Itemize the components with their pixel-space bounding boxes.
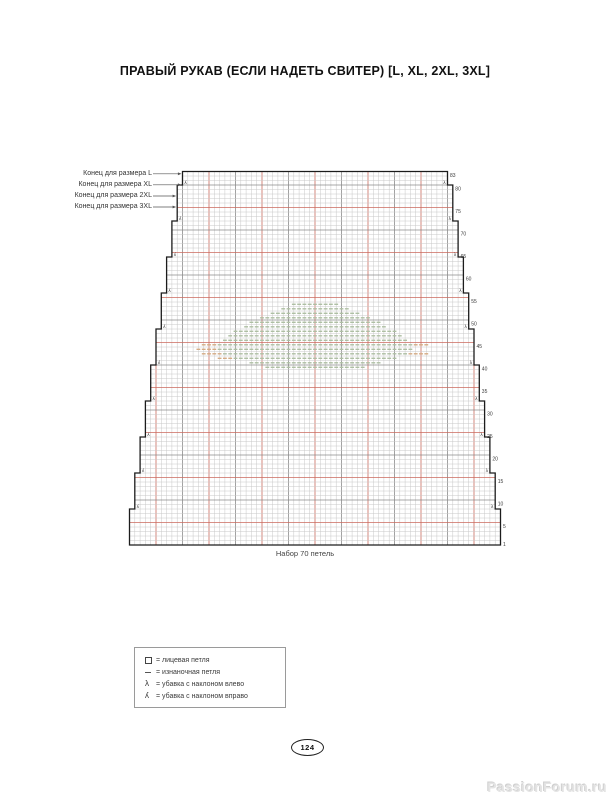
legend-label: = убавка с наклоном влево	[156, 680, 245, 688]
svg-text:65: 65	[460, 254, 467, 261]
left-decrease-icon: λ	[145, 679, 149, 688]
legend-row-knit	[145, 654, 285, 666]
svg-text:83: 83	[450, 173, 456, 180]
svg-text:75: 75	[455, 209, 461, 216]
svg-text:30: 30	[487, 411, 493, 418]
svg-text:λ: λ	[469, 359, 473, 365]
svg-text:λ: λ	[485, 467, 488, 473]
svg-text:λ: λ	[168, 287, 171, 293]
svg-text:λ: λ	[464, 323, 467, 329]
svg-text:20: 20	[492, 456, 498, 463]
watermark: PassionForum.ru	[487, 779, 607, 795]
svg-text:40: 40	[481, 366, 488, 373]
size-label-l: Конец для размера L	[83, 170, 152, 177]
svg-text:15: 15	[497, 479, 504, 486]
svg-text:λ: λ	[480, 431, 483, 437]
legend-row-left-decrease	[145, 678, 285, 690]
svg-text:λ: λ	[453, 251, 457, 257]
svg-text:λ: λ	[173, 251, 177, 257]
page-number-badge: 124	[291, 739, 324, 756]
svg-text:λ: λ	[459, 287, 462, 293]
purl-pattern	[197, 304, 429, 368]
legend-label: = изнаночная петля	[156, 668, 221, 676]
svg-text:λ: λ	[152, 395, 155, 401]
legend-row-right-decrease	[145, 690, 285, 702]
svg-text:10: 10	[497, 501, 504, 508]
svg-text:70: 70	[460, 231, 467, 238]
svg-text:λ: λ	[448, 215, 451, 221]
svg-text:λ: λ	[184, 179, 187, 185]
legend-label: = лицевая петля	[156, 656, 210, 664]
svg-text:80: 80	[455, 186, 461, 193]
svg-text:1: 1	[503, 542, 506, 549]
svg-text:50: 50	[471, 321, 477, 328]
purl-stitch-icon	[145, 671, 156, 673]
svg-text:λ: λ	[136, 503, 139, 509]
svg-text:λ: λ	[491, 503, 494, 509]
svg-text:λ: λ	[475, 395, 478, 401]
svg-text:25: 25	[487, 434, 493, 441]
page-title: ПРАВЫЙ РУКАВ (ЕСЛИ НАДЕТЬ СВИТЕР) [L, XL, 2XL, 3XL]	[119, 64, 491, 78]
size-label-xl: Конец для размера XL	[78, 181, 152, 188]
svg-text:λ: λ	[179, 215, 182, 221]
legend	[134, 647, 286, 708]
svg-text:λ: λ	[142, 467, 145, 473]
right-decrease-icon: λ	[145, 691, 149, 700]
svg-text:λ: λ	[443, 179, 446, 185]
svg-text:λ: λ	[157, 359, 161, 365]
knit-stitch-icon	[145, 657, 156, 664]
svg-text:λ: λ	[147, 431, 150, 437]
svg-text:35: 35	[481, 389, 488, 396]
cast-on-label: Набор 70 петель	[275, 549, 335, 558]
svg-text:55: 55	[471, 299, 477, 306]
svg-text:45: 45	[476, 344, 483, 351]
legend-label: = убавка с наклоном вправо	[156, 692, 248, 700]
size-label-3xl: Конец для размера 3XL	[74, 203, 152, 210]
legend-row-purl	[145, 666, 285, 678]
svg-text:λ: λ	[163, 323, 166, 329]
size-label-2xl: Конец для размера 2XL	[74, 192, 152, 199]
svg-text:60: 60	[465, 276, 472, 283]
svg-text:5: 5	[503, 524, 506, 531]
